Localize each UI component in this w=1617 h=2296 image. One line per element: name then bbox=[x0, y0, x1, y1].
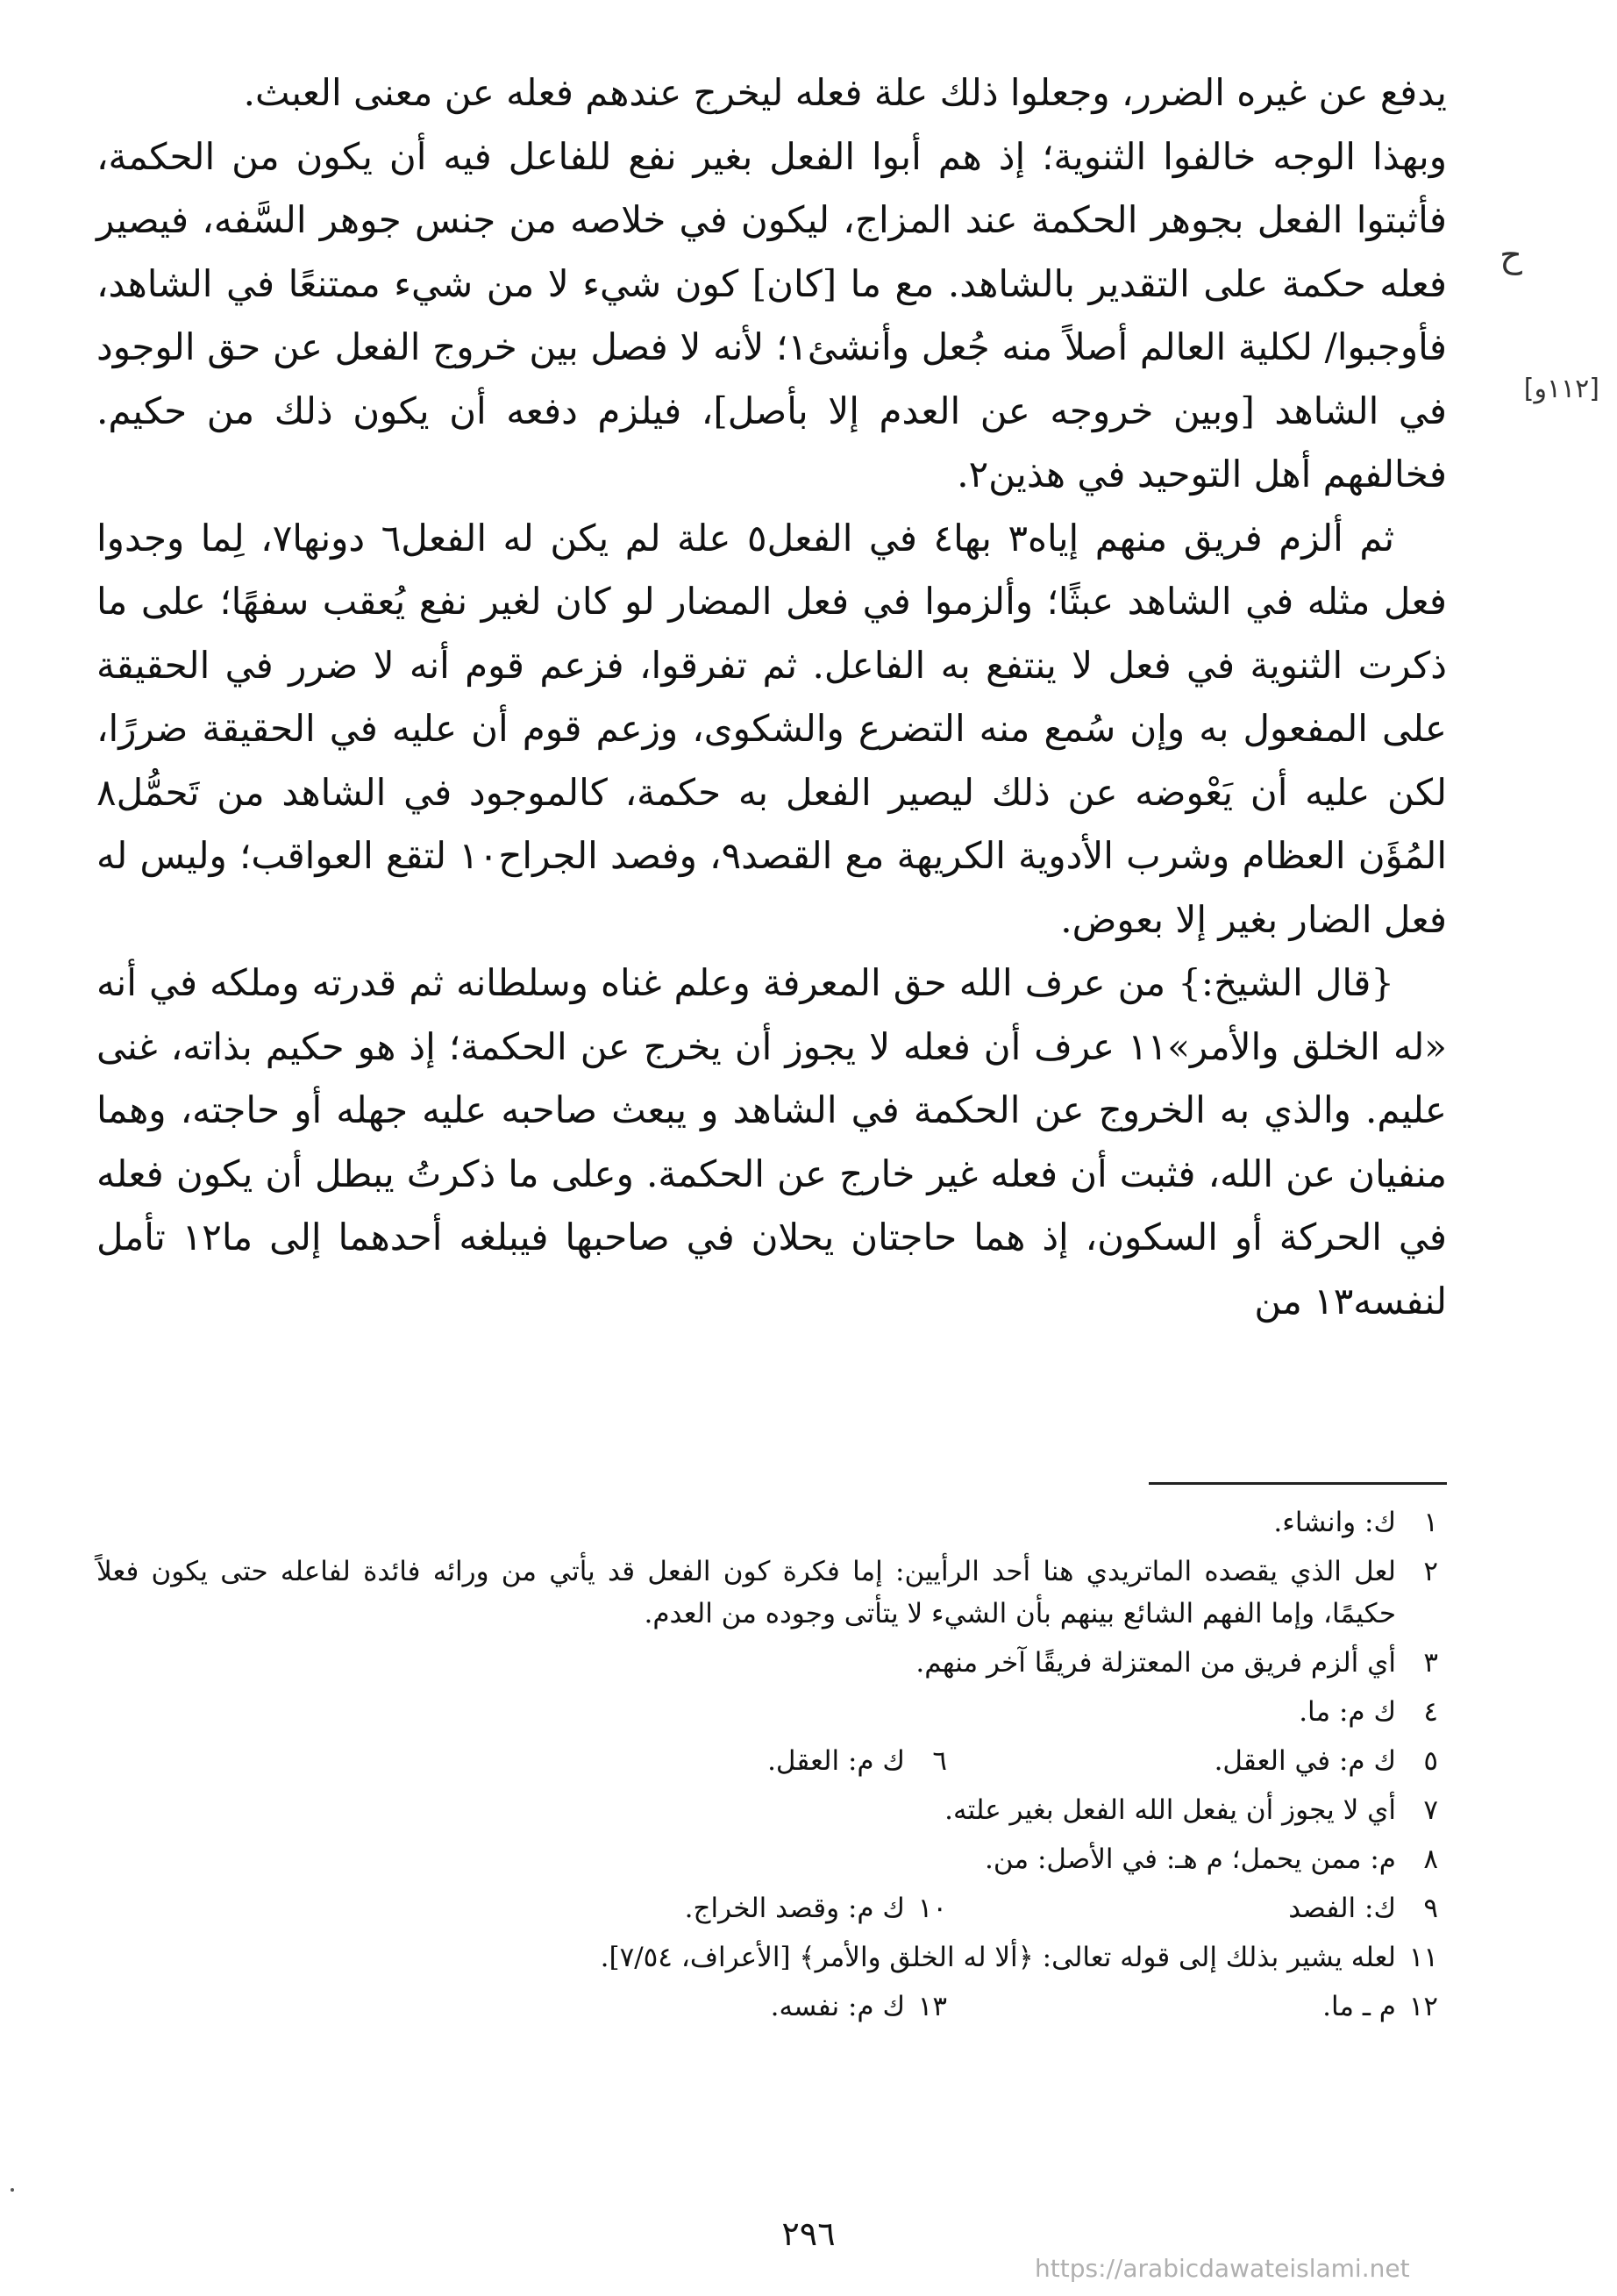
footnote-7 bbox=[96, 1789, 1438, 1831]
folio-reference: [١١٢و] bbox=[1523, 374, 1599, 404]
footnote-text: ك: وانشاء. bbox=[1273, 1507, 1396, 1538]
footnote-row-12-13 bbox=[96, 1986, 1438, 2028]
footnote-number: ٩ bbox=[1423, 1893, 1438, 1924]
footnotes-block bbox=[96, 1501, 1438, 2035]
footnote-text: لعل الذي يقصده الماتريدي هنا أحد الرأيين: إما فكرة كون الفعل قد يأتي من ورائه فائدة لفاعله حتى يكون فعلاً حكيمًا، وإما الفهم الشائع بينهم بأن الشيء لا يتأتى وجوده من العدم. bbox=[96, 1556, 1396, 1629]
footnote-text: لعله يشير بذلك إلى قوله تعالى: ﴿ألا له الخلق والأمر﴾ [الأعراف، ٧/٥٤]. bbox=[600, 1942, 1396, 1973]
footnote-number: ٧ bbox=[1423, 1794, 1438, 1826]
footnote-text: أي لا يجوز أن يفعل الله الفعل بغير علته. bbox=[944, 1794, 1396, 1826]
watermark-url: https://arabicdawateislami.net bbox=[1035, 2254, 1410, 2283]
footnote-number: ١ bbox=[1423, 1507, 1438, 1538]
page-number: ٢٩٦ bbox=[781, 2214, 836, 2253]
footnote-number: ١١ bbox=[1408, 1942, 1438, 1973]
footnote-12 bbox=[947, 1986, 1438, 2028]
footnote-text: ك م: وقصد الخراج. bbox=[684, 1893, 905, 1924]
footnote-number: ٢ bbox=[1423, 1556, 1438, 1587]
scan-speck bbox=[11, 2188, 14, 2192]
footnote-number: ٨ bbox=[1423, 1843, 1438, 1875]
footnote-4 bbox=[96, 1691, 1438, 1733]
margin-mark: ح bbox=[1499, 235, 1522, 275]
footnote-text: ك م: في العقل. bbox=[1214, 1745, 1396, 1777]
paragraph-3: ثم ألزم فريق منهم إياه٣ بها٤ في الفعل٥ علة لم يكن له الفعل٦ دونها٧، لِما وجدوا فعل مثله في الشاهد عبثًا؛ وألزموا في فعل المضار لو كان لغير نفع يُعقب سفهًا؛ على ما ذكرت الثنوية في فعل لا ينتفع به الفاعل. ثم تفرقوا، فزعم قوم أنه لا ضرر في الحقيقة على المفعول به وإن سُمع منه التضرع والشكوى، وزعم قوم أن عليه في الحقيقة ضررًا، لكن عليه أن يَعْوضه عن ذلك ليصير الفعل به حكمة، كالموجود في الشاهد من تَحمُّل٨ المُؤَن العظام وشرب الأدوية الكريهة مع القصد٩، وفصد الجراح١٠ لتقع العواقب؛ وليس له فعل الضار بغير إلا بعوض. bbox=[96, 516, 1447, 941]
footnote-9 bbox=[947, 1887, 1438, 1929]
footnote-11 bbox=[96, 1936, 1438, 1979]
paragraph-4: {قال الشيخ:} من عرف الله حق المعرفة وعلم غناه وسلطانه ثم قدرته وملكه في أنه «له الخلق والأمر»١١ عرف أن فعله لا يجوز أن يخرج عن الحكمة؛ إذ هو حكيم بذاته، غنى عليم. والذي به الخروج عن الحكمة في الشاهد و يبعث صاحبه عليه جهله أو حاجته، وهما منفيان عن الله، فثبت أن فعله غير خارج عن الحكمة. وعلى ما ذكرتُ يبطل أن يكون فعله في الحركة أو السكون، إذ هما حاجتان يحلان في صاحبها فيبلغه أحدهما إلى ما١٢ تأمل لنفسه١٣ من bbox=[96, 961, 1447, 1323]
footnote-6 bbox=[767, 1740, 947, 1782]
footnote-text: م ـ ما. bbox=[1322, 1991, 1396, 2022]
paragraph-1: يدفع عن غيره الضرر، وجعلوا ذلك علة فعله ليخرج عندهم فعله عن معنى العبث. bbox=[243, 71, 1447, 114]
footnote-text: ك م: ما. bbox=[1299, 1696, 1396, 1728]
footnote-number: ١٣ bbox=[917, 1991, 947, 2022]
footnote-8 bbox=[96, 1838, 1438, 1880]
footnote-number: ١٠ bbox=[917, 1893, 947, 1924]
footnote-row-5-6 bbox=[96, 1740, 1438, 1782]
footnote-number: ١٢ bbox=[1408, 1991, 1438, 2022]
footnote-text: ك م: نفسه. bbox=[770, 1991, 905, 2022]
footnote-number: ٦ bbox=[932, 1745, 947, 1777]
footnote-number: ٣ bbox=[1423, 1647, 1438, 1679]
footnote-10 bbox=[685, 1887, 947, 1929]
paragraph-2: وبهذا الوجه خالفوا الثنوية؛ إذ هم أبوا الفعل بغير نفع للفاعل فيه أن يكون من الحكمة، فأثبتوا الفعل بجوهر الحكمة عند المزاج، ليكون في خلاصه من جنس جوهر السَّفه، فيصير فعله حكمة على التقدير بالشاهد. مع ما [كان] كون شيء لا من شيء ممتنعًا في الشاهد، فأوجبوا/ لكلية العالم أصلاً منه جُعل وأنشئ١؛ لأنه لا فصل بين خروج الفعل عن حق الوجود في الشاهد [وبين خروجه عن العدم إلا بأصل]، فيلزم دفعه أن يكون ذلك من حكيم. فخالفهم أهل التوحيد في هذين٢. bbox=[96, 134, 1447, 496]
footnote-number: ٥ bbox=[1423, 1745, 1438, 1777]
footnote-number: ٤ bbox=[1423, 1696, 1438, 1728]
footnote-5 bbox=[947, 1740, 1438, 1782]
footnote-3 bbox=[96, 1642, 1438, 1684]
footnote-text: م: ممن يحمل؛ م هـ: في الأصل: من. bbox=[985, 1843, 1396, 1875]
footnote-1 bbox=[96, 1501, 1438, 1544]
footnote-13 bbox=[771, 1986, 947, 2028]
footnote-text: ك: الفصد bbox=[1288, 1893, 1396, 1924]
footnote-text: أي ألزم فريق من المعتزلة فريقًا آخر منهم. bbox=[915, 1647, 1396, 1679]
footnote-separator bbox=[1149, 1482, 1447, 1485]
main-text-block bbox=[96, 61, 1447, 1333]
footnote-2 bbox=[96, 1551, 1438, 1635]
footnote-text: ك م: العقل. bbox=[767, 1745, 905, 1777]
footnote-row-9-10 bbox=[96, 1887, 1438, 1929]
